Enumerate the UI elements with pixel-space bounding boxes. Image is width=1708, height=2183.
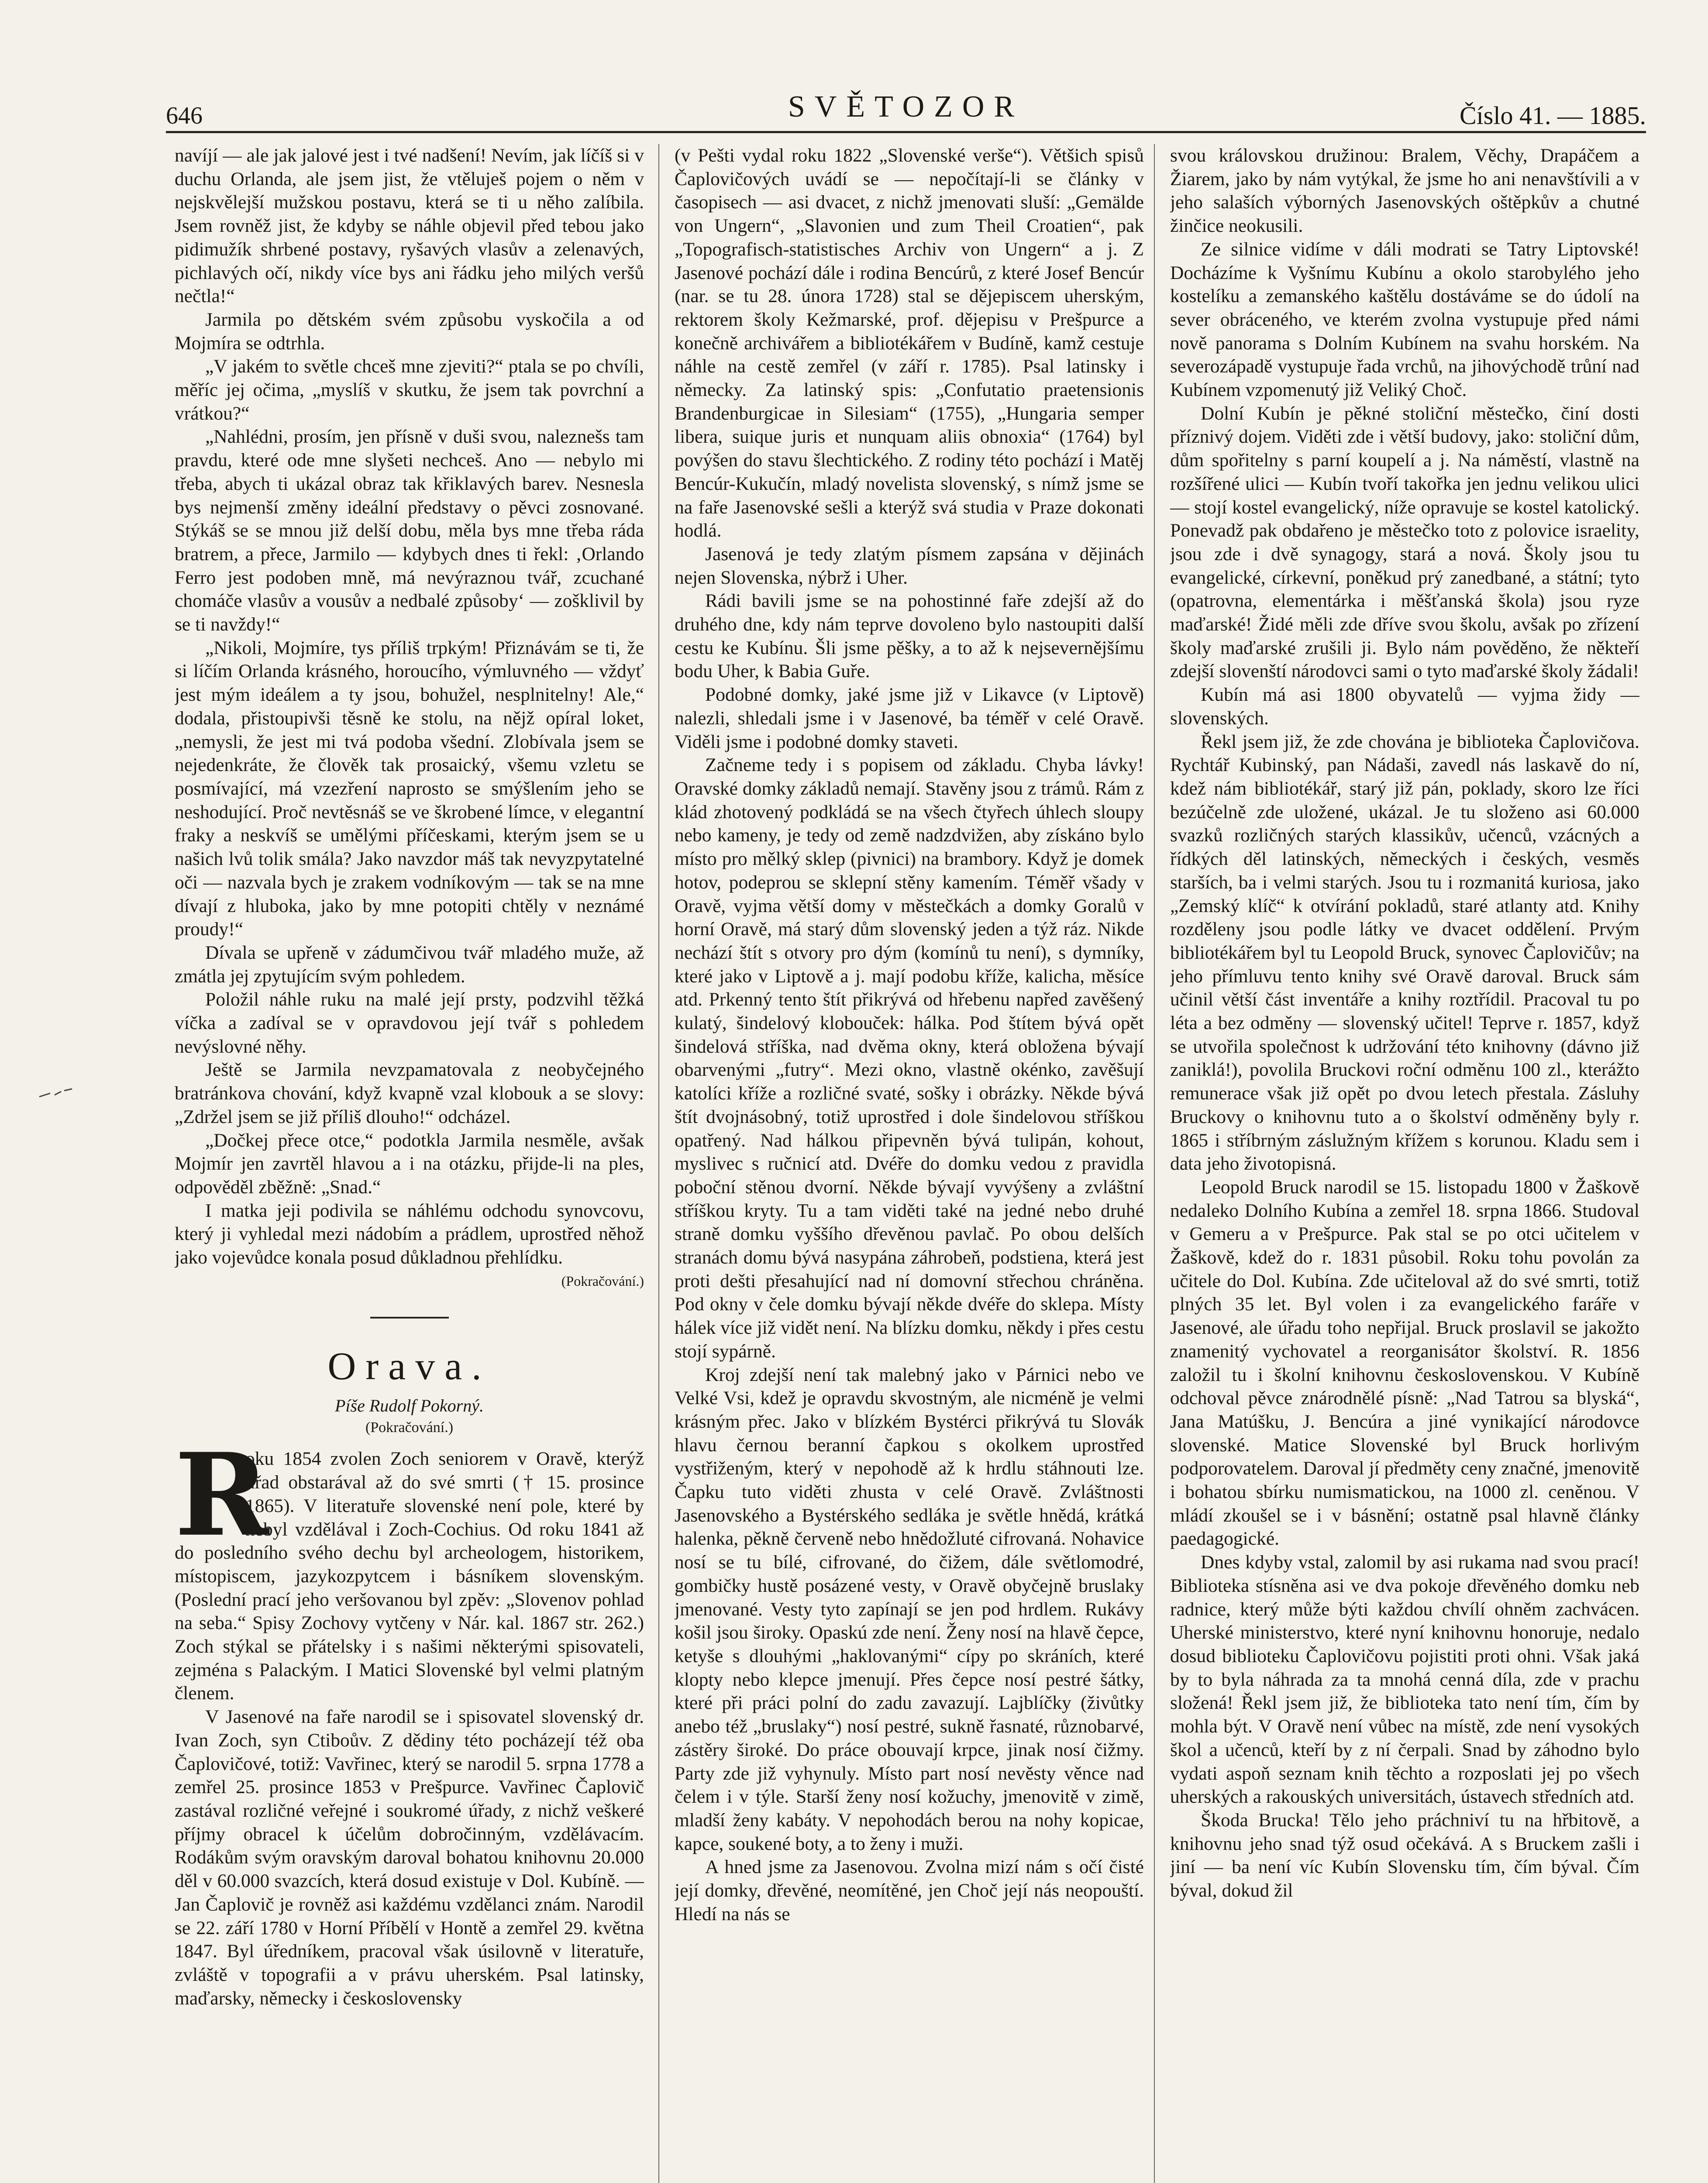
story-paragraph: Jarmila po dětském svém způsobu vyskočila a od Mojmíra se odtrhla. — [175, 309, 644, 354]
article-paragraph — [175, 1429, 644, 1705]
margin-mark — [37, 1087, 76, 1100]
article-paragraph: Kubín má asi 1800 obyvatelů — vyjma židy — slovenských. — [1170, 684, 1639, 729]
story-paragraph: „Dočkej přece otce,“ podotkla Jarmila nesměle, avšak Mojmír jen zavrtěl hlavou a i na otázku, přijde-li na ples, odpověděl zběžně: „Snad.“ — [175, 1129, 644, 1198]
column-divider — [658, 144, 659, 2183]
issue-number: Číslo 41. — 1885. — [1460, 101, 1646, 130]
story-paragraph: „Nikoli, Mojmíre, tys příliš trpkým! Přiznávám se ti, že si líčím Orlanda krásného, horoucího, výmluvného — vždyť jest mým ideálem a ty jsou, bohužel, nesplnitelny! Ale,“ dodala, přistoupivši těsně ke stolu, na nějž opíral loket, „nemysli, že jest mi tvá podoba všední. Zlobívala jsem se nejedenkráte, že člověk tak prosaický, všemu vzletu se posmívající, má vzezření naprosto se smýšlením jeho se neshodující. Proč nevtěsnáš se ve škrobené límce, v elegantní fraky a neskvíš se umělými příčeskami, kterým jsem se u našich lvů tolik smála? Jako navzdor máš tak nevyzpytatelné oči — nazvala bych je zrakem vodníkovým — tak se na mne dívají z hluboka, jako by mne potopiti chtěly v neznámé proudy!“ — [175, 637, 644, 940]
article-title: Orava. — [327, 1345, 491, 1388]
article-paragraph: Škoda Brucka! Tělo jeho práchniví tu na hřbitově, a knihovnu jeho snad týž osud očekává. A s Bruckem zašli i jiní — ba není víc Kubín Slovensku tím, čím býval. Čím býval, dokud žil — [1170, 1809, 1639, 1901]
column-2 — [675, 144, 1144, 2183]
article-paragraph: Dnes kdyby vstal, zalomil by asi rukama nad svou prací! Biblioteka stísněna asi ve dva pokoje dřevěného domku neb radnice, který může býti každou chvílí ohněm zachvácen. Uherské ministerstvo, které nyní knihovnu honoruje, nedalo dosud biblioteku Čaplovičovu pojistiti proti ohni. Však jaká by to byla náhrada za ta mnohá cenná díla, zde v prachu složená! Řekl jsem již, že biblioteka tato není tím, čím by mohla být. V Oravě není vůbec na místě, zde není vysokých škol a učenců, kteří by z ní čerpali. Snad by záhodno bylo vydati aspoň seznam knih těchto a rozposlati jej po všech uherských a rakouských universitách, ústavech středních atd. — [1170, 1552, 1639, 1808]
story-paragraph: Dívala se upřeně v zádumčivou tvář mladého muže, až zmátla jej zpytujícím svým pohledem. — [175, 942, 644, 987]
story-paragraph: navíjí — ale jak jalové jest i tvé nadšení! Nevím, jak líčíš si v duchu Orlanda, ale jsem jist, že vtěluješ pojem o něm v nejskvělejší mužskou postavu, která se ti u něho zalíbila. Jsem rovněž jist, že kdyby se náhle objevil před tebou jako pidimužík shrbené postavy, ryšavých vlasův a zelenavých, pichlavých očí, nikdy více bys ani řádku jeho milých veršů nečtla!“ — [175, 145, 644, 307]
article-paragraph: Leopold Bruck narodil se 15. listopadu 1800 v Žaškově nedaleko Dolního Kubína a zemřel 18. srpna 1866. Studoval v Gemeru a v Prešpurce. Pak stal se po otci učitelem v Žaškově, kdež do r. 1831 působil. Roku tohu povolán za učitele do Dol. Kubína. Zde učiteloval až do své smrti, totiž plných 35 let. Byl volen i za evangelického faráře v Jasenové, ale úřadu toho nepřijal. Bruck proslavil se jakožto znamenitý vychovatel a reorganisátor školství. R. 1856 založil tu i školní knihovnu československou. V Kubíně odchoval pěvce znárodnělé písně: „Nad Tatrou sa blyská“, Jana Matúšku, J. Bencúra a jiné vynikající národovce slovenské. Matice Slovenské byl Bruck horlivým podporovatelem. Daroval jí předměty ceny značné, jmenovitě i bohatou sbírku numismatickou, na 1000 zl. ceněnou. V mládí zkoušel se i v básnění; ostatně psal hlavně články paedagogické. — [1170, 1176, 1639, 1549]
drop-cap: R — [175, 1429, 269, 1562]
column-1 — [175, 144, 644, 2183]
continued-note: (Pokračování.) — [561, 1273, 644, 1289]
article-paragraph: Řekl jsem již, že zde chována je biblioteka Čaplovičova. Rychtář Kubinský, pan Nádaši, zavedl nás laskavě do ní, kdež nám bibliotékář, starý již pán, poklady, skoro lze říci bezúčelně zde uložené, ukázal. Je tu složeno asi 60.000 svazků rozličných starých klassikův, učenců, vzácných a řídkých děl latinských, německých i českých, vesměs starších, ba i velmi starých. Jsou tu i rozmanitá kuriosa, jako „Zemský klíč“ k otvírání pokladů, staré atlanty atd. Knihy rozděleny jsou podle látky ve dvacet oddělení. Prvým bibliotékářem byl tu Leopold Bruck, synovec Čaplovičův; na jeho přímluvu tento knihy své Oravě daroval. Bruck sám učinil větší část inventáře a knihy roztřídil. Pracoval tu po léta a bez odměny — slovenský učitel! Teprve r. 1857, když se utvořila společnost k udržování této knihovny (dávno již zaniklá!), povolila Bruckovi roční odměnu 100 zl., kterážto remunerace však již opět po dvou letech přestala. Zásluhy Bruckovy o knihovnu tuto a o školství odměněny byly r. 1865 i stříbrným záslužným křížem s korunou. Kladu sem i data jeho životopisná. — [1170, 731, 1639, 1174]
story-paragraph: Položil náhle ruku na malé její prsty, podzvihl těžká víčka a zadíval se v opravdovou její tvář s pohledem nevýslovné něhy. — [175, 989, 644, 1057]
column-divider — [1154, 144, 1155, 2183]
article-paragraph: Jasenová je tedy zlatým písmem zapsána v dějinách nejen Slovenska, nýbrž i Uher. — [675, 543, 1144, 588]
article-paragraph: Kroj zdejší není tak malebný jako v Párnici nebo ve Velké Vsi, kdež je opravdu skvostným, ale nicméně je velmi krásným přec. Jako v blízkém Bystérci přikrývá tu Slovák hlavu černou beranní čapkou s okolkem uprostřed vystřiženým, který v nepohodě až k hrdlu stáhnouti lze. Čapku tuto viděti zhusta v celé Oravě. Zvláštnosti Jasenovského a Bystérského sedláka je světle hnědá, krátká halenka, pěkně červeně nebo hnědožluté cifrovaná. Nohavice nosí se tu bílé, cifrované, do čižem, dále světlomodré, gombičky hustě posázené vesty, v Oravě obyčejně bruslaky jmenované. Vesty tyto zapínají se jen pod hrdlem. Rukávy košil jsou široky. Opaskú zde není. Ženy nosí na hlavě čepce, ketyše s dlouhými „haklovanými“ cípy po skráních, které klopty nebo klepce jmenují. Přes čepce nosí pestré šátky, které při práci polní do zadu zavazují. Lajblíčky (živůtky anebo též „bruslaky“) nosí pestré, sukně řasnaté, různobarvé, zástěry široké. Do práce obouvají krpce, jinak nosí čižmy. Party zde již vyhynuly. Místo part nosí nevěsty věnce nad čelem i v týle. Starší ženy nosí kožuchy, jmenovitě v zimě, mladší ženy kabáty. V nepohodách berou na nohy kopicae, kapce, soukené boty, a to ženy i muži. — [675, 1364, 1144, 1854]
column-3 — [1170, 144, 1639, 2183]
article-author: Píše Rudolf Pokorný. — [334, 1396, 484, 1416]
article-paragraph: A hned jsme za Jasenovou. Zvolna mizí nám s očí čisté její domky, dřevěné, neomítěné, jen Choč její nás neopouští. Hledí na nás se — [675, 1856, 1144, 1925]
article-continuation: (Pokračování.) — [365, 1419, 454, 1436]
magazine-title: SVĚTOZOR — [788, 90, 1024, 124]
story-paragraph: I matka jeji podivila se náhlému odchodu synovcovu, který ji vyhledal mezi nádobím a prádlem, uprostřed něhož jako vojevůdce konala posud důkladnou přehlídku. — [175, 1200, 644, 1268]
article-paragraph-text: oku 1854 zvolen Zoch seniorem v Oravě, kterýž úřad obstarával až do své smrti († 15. prosince 1865). V literatuře slovenské není pole, které by nebyl vzdělával i Zoch-Cochius. Od roku 1841 až do posledního svého dechu byl archeologem, historikem, místopiscem, jazykozpytcem i básníkem slovenským. (Poslední prací jeho veršovanou byl zpěv: „Slovenov pohlad na seba.“ Spisy Zochovy vytčeny v Nár. kal. 1867 str. 262.) Zoch stýkal se přátelsky i s našimi některými spisovateli, zejména s Palackým. I Matici Slovenské byl velmi platným členem. — [175, 1448, 644, 1704]
story-paragraph: „Nahlédni, prosím, jen přísně v duši svou, naleznešs tam pravdu, které ode mne slyšeti nechceš. Ano — nebylo mi třeba, abych ti ukázal obraz tak křiklavých barev. Nesnesla bys nejmenší změny ideální představy o pěvci zosnované. Stýkáš se se mnou již delší dobu, měla bys mne třeba ráda bratrem, a přece, Jarmilo — kdybych dnes ti řekl: ‚Orlando Ferro jest podoben mně, má nevýraznou tvář, zcuchané chomáče vlasův a vousův a nedbalé způsoby‘ — zošklivil by se ti navždy!“ — [175, 426, 644, 635]
story-paragraph: „V jakém to světle chceš mne zjeviti?“ ptala se po chvíli, měříc jej očima, „myslíš v skutku, že jsem tak povrchní a vrátkou?“ — [175, 356, 644, 424]
article-paragraph: (v Pešti vydal roku 1822 „Slovenské verše“). Většich spisů Čaplovičových uvádí se — nepočítají-li se články v časopisech — asi dvacet, z nichž jmenovati sluší: „Gemälde von Ungern“, „Slavonien und zum Theil Croatien“, pak „Topografisch-statistisches Archiv von Ungern“ a j. Z Jasenové pochází dále i rodina Bencúrů, z které Josef Bencúr (nar. se tu 28. února 1728) stal se dějepiscem uherským, rektorem školy Kežmarské, prof. dějepisu v Prešpurce a konečně archivářem a bibliotékářem v Budíně, kamž cestuje náhle na cestě zemřel (v září r. 1785). Psal latinsky i německy. Za latinský spis: „Confutatio praetensionis Brandenburgicae in Silesiam“ (1755), „Hungaria semper libera, suique juris et nunquam aliis obnoxia“ (1764) byl povýšen do stavu šlechtického. Z rodiny této pochází i Matěj Bencúr-Kukučín, mladý novelista slovenský, s nímž jsme se na faře Jasenovské sešli a kterýž svá studia v Praze dokonati hodlá. — [675, 145, 1144, 541]
article-paragraph: Rádi bavili jsme se na pohostinné faře zdejší až do druhého dne, kdy nám teprve dovoleno bylo nastoupiti další cestu ke Kubínu. Šli jsme pěšky, a to až k nejsevernějšímu bodu Uher, k Babia Guře. — [675, 590, 1144, 682]
article-paragraph: svou královskou družinou: Bralem, Věchy, Drapáčem a Žiarem, jako by nám vytýkal, že jsme ho ani nenavštívili a v jeho salaších výborných Jasenovských oštěpkův a chutné žinčice neokusili. — [1170, 145, 1639, 237]
page-header — [166, 87, 1646, 130]
article-paragraph: V Jasenové na faře narodil se i spisovatel slovenský dr. Ivan Zoch, syn Ctiboův. Z dědiny této pocházejí též oba Čaplovičové, totiž: Vavřinec, který se narodil 5. srpna 1778 a zemřel 25. prosince 1853 v Prešpurce. Vavřinec Čaplovič zastával rozličné veřejné i soukromé úřady, z nichž veškeré příjmy obracel k účelům dobročinným, vzdělávacím. Rodákům svým oravským daroval bohatou knihovnu 20.000 děl v 60.000 svazcích, která dosud existuje v Dol. Kubíně. — Jan Čaplovič je rovněž asi každému vzdělanci znám. Narodil se 22. září 1780 v Horní Příbělí v Hontě a zemřel 29. května 1847. Byl úředníkem, pracoval však úsilovně v literatuře, zvláště v topografii a v právu uherském. Psal latinsky, maďarsky, německy i československy — [175, 1706, 644, 2009]
section-separator — [370, 1317, 449, 1319]
header-rule — [166, 131, 1646, 133]
article-paragraph: Ze silnice vidíme v dáli modrati se Tatry Liptovské! Docházíme k Vyšnímu Kubínu a okolo starobylého jeho kostelíku a zemanského kaštělu dostáváme se do údolí na sever obráceného, ve kterém zvolna vystupuje před námi nově panorama s Dolním Kubínem na svahu horském. Na severozápadě vystupuje řada vrchů, na jihovýchodě trůní nad Kubínem vzpomenutý již Veliký Choč. — [1170, 238, 1639, 401]
article-paragraph: Dolní Kubín je pěkné stoliční městečko, činí dosti příznivý dojem. Viděti zde i větší budovy, jako: stoliční dům, dům spořitelny s parní koupelí a j. Na náměstí, vlastně na rozšířené ulici — Kubín tvoří takořka jen jednu velikou ulici — stojí kostel evangelický, níže opravuje se kostel katolický. Ponevadž pak obdařeno je městečko toto z polovice israelity, jsou zde i dvě synagogy, stará a nová. Školy jsou tu evangelické, církevní, poněkud prý zanedbané, a státní; tyto (opatrovna, elementárka i měšťanská škola) jsou ryze maďarské! Židé měli zde dříve svou školu, avšak po zřízení školy maďarské zrušili ji. Bylo nám pověděno, že někteří zdejší slovenští národovci sami o tyto maďarské školy žádali! — [1170, 403, 1639, 682]
article-paragraph: Začneme tedy i s popisem od základu. Chyba lávky! Oravské domky základů nemají. Stavěny jsou z trámů. Rám z klád zhotovený podkládá se na všech čtyřech úhlech sloupy nebo kameny, je tedy od země nadzdvižen, aby získáno bylo místo pro mělký sklep (pivnici) na brambory. Když je domek hotov, podeprou se sklepní stěny kamením. Téměř všady v Oravě, vyjma větší domy v městečkách a domky Goralů v horní Oravě, má starý dům slovenský jeden a týž ráz. Nikde nechází štít s otvory pro dým (komínů tu není), s dymníky, které jako v Liptově a j. mají podobu kříže, kalicha, měsíce atd. Prkenný tento štít přikrývá od hřebenu napřed zavěšený kulatý, šindelový klobouček: hálka. Pod štítem bývá opět šindelová stříška, nad dvěma okny, která obložena bývají obarvenými „futry“. Mezi okno, vlastně okénko, zavěšují katolíci kříže a rozličné svaté, sošky i obrázky. Někde bývá štít dvojnásobný, totiž uprostřed i dole šindelovou stříškou opatřený. Nad hálkou připevněn bývá tulipán, kohout, myslivec s ručnicí atd. Dvéře do domku vedou z pravidla poboční stěnou dvorní. Někde bývají vyvýšeny a zvláštní stříškou kryty. Tu a tam viděti také na jedné nebo druhé straně domku vyššího dřevěnou pavlač. Po obou delších stranách domu bývá nasypána záhrobeň, podstiena, která jest proti dešti přesahující nad ní domovní střechou chráněna. Pod okny v čele domku bývají někde dvéře do sklepa. Místy hálek více již vidět není. Na blízku domku, někdy i přes cestu stojí sypárně. — [675, 754, 1144, 1362]
story-paragraph: Ještě se Jarmila nevzpamatovala z neobyčejného bratránkova chování, když kvapně vzal klobouk a se slovy: „Zdržel jsem se již příliš dlouho!“ odcházel. — [175, 1059, 644, 1127]
article-paragraph: Podobné domky, jaké jsme již v Likavce (v Liptově) nalezli, shledali jsme i v Jasenové, ba téměř v celé Oravě. Viděli jsme i podobné domky staveti. — [675, 684, 1144, 752]
page-number: 646 — [166, 102, 203, 129]
